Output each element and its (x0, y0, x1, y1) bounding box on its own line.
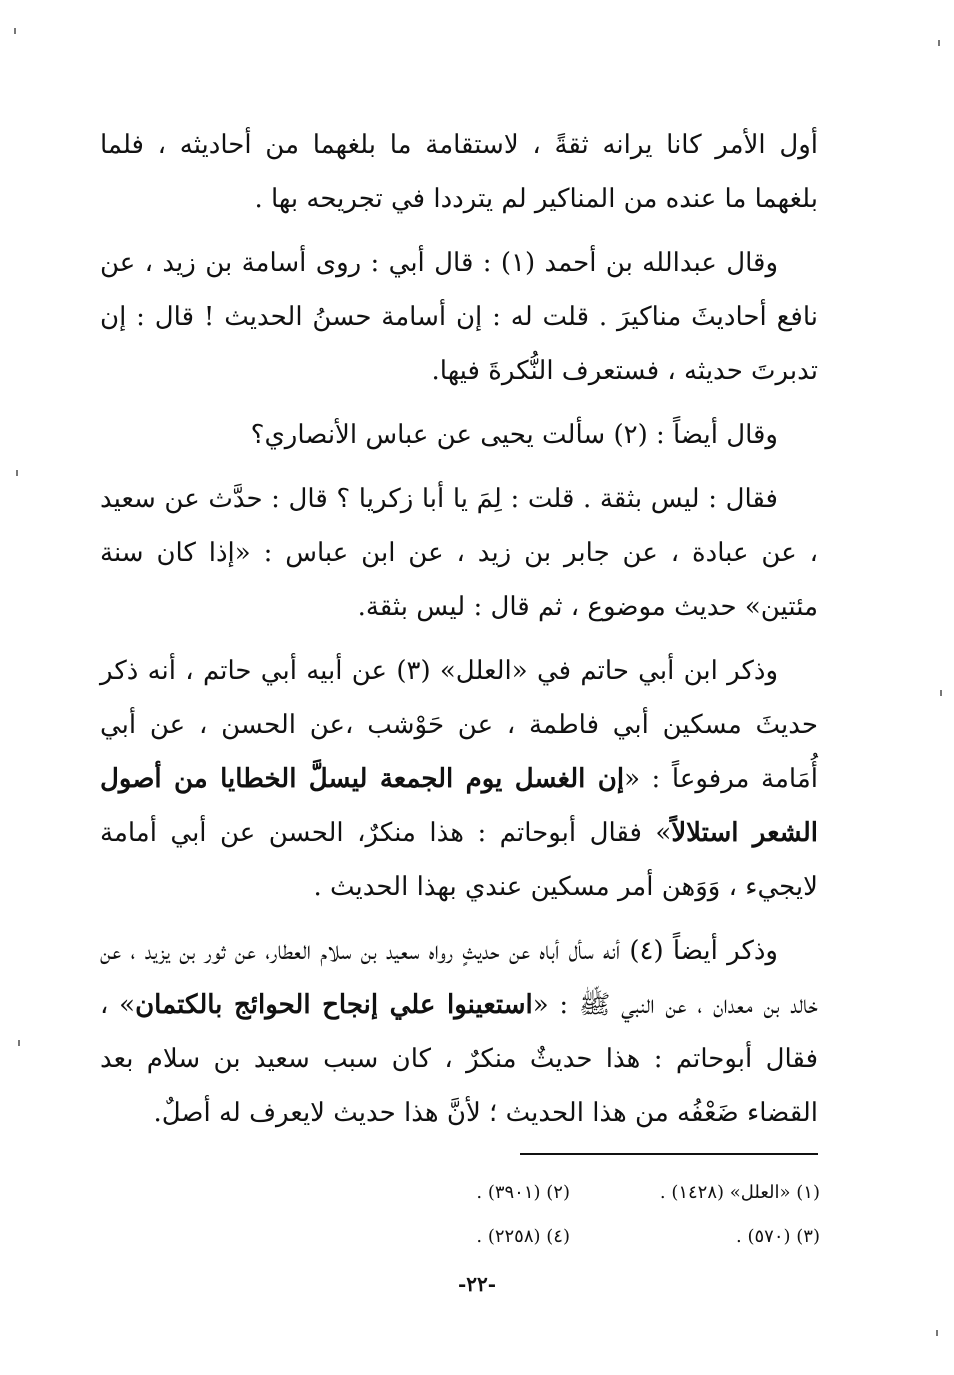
paragraph-6-hadith: استعينوا علي إنجاح الحوائج بالكتمان (135, 990, 533, 1020)
scan-artifact (940, 690, 942, 696)
paragraph-4: فقال : ليس بثقة . قلت : لِمَ يا أبا زكريا ؟ قال : حدَّث عن سعيد ، عن عبادة ، عن جابر بن زيد ، عن ابن عباس : «إذا كان سنة مئتين» حديث موضوع ، ثم قال : ليس بثقة. (100, 484, 818, 622)
scan-artifact (936, 1330, 938, 1336)
footnote-2: (٢) (٣٩٠١) . (476, 1182, 570, 1203)
footnote-row (320, 1178, 820, 1222)
scan-artifact (14, 28, 16, 34)
paragraph-6-tail: » ، فقال أبوحاتم : هذا حديثٌ منكرٌ ، كان سبب سعيد بن سلام بعد القضاء ضَعْفُه من هذا الحديث ؛ لأنَّ هذا حديث لايعرف له أصلٌ. (100, 990, 818, 1128)
footnote-row (320, 1222, 820, 1266)
paragraph-1: أول الأمر كانا يرانه ثقةً ، لاستقامة ما بلغهما من أحاديثه ، فلما بلغهما ما عنده من المناكير لم يترددا في تجريحه بها . (100, 130, 818, 214)
scan-artifact (16, 470, 18, 476)
paragraph-5-tail: » فقال أبوحاتم : هذا منكرٌ، الحسن عن أبي أمامة لايجيء ، وَوَهن أمر مسكين عندي بهذا الحديث . (100, 818, 818, 902)
paragraph-3: وقال أيضاً : (٢) سألت يحيى عن عباس الأنصاري؟ (250, 420, 778, 450)
paragraph-5-lead: وذكر ابن أبي حاتم في «العلل» (٣) عن أبيه أبي حاتم ، أنه ذكر حديثَ مسكين أبي فاطمة ، عن حَوْشب ،عن الحسن ، عن أبي أُمَامة مرفوعاً : « (100, 656, 819, 794)
footnotes (320, 1178, 820, 1266)
paragraph-5-hadith: إن الغسل يوم الجمعة ليسلَّ الخطايا من أصول الشعر استلالاً (100, 764, 818, 848)
footnote-divider (520, 1153, 818, 1155)
footnote-1: (١) «العلل» (١٤٢٨) . (659, 1182, 820, 1203)
page-number: -٢٢- (457, 1272, 497, 1296)
paragraph-2: وقال عبدالله بن أحمد (١) : قال أبي : روى أسامة بن زيد ، عن نافع أحاديثَ مناكيرَ . قلت له : إن أسامة حسنُ الحديث ! قال : إن تدبرتَ حديثه ، فستعرف النُّكرةَ فيها. (100, 248, 818, 386)
scan-artifact (18, 1040, 20, 1046)
paragraph-6-lead: وذكر أيضاً (٤) أنه سأل أباه عن حديثٍ رواه سعيد بن سلام العطار، عن ثور بن يزيد ، عن خالد بن معدان ، عن النبي ﷺ : « (100, 936, 818, 1020)
paragraph-5 (100, 644, 818, 914)
footnote-3: (٣) (٥٧٠) . (736, 1226, 820, 1247)
scan-artifact (938, 40, 940, 46)
paragraph-6 (100, 924, 818, 1140)
main-text (100, 118, 818, 1150)
footnote-4: (٤) (٢٢٥٨) . (476, 1226, 570, 1247)
